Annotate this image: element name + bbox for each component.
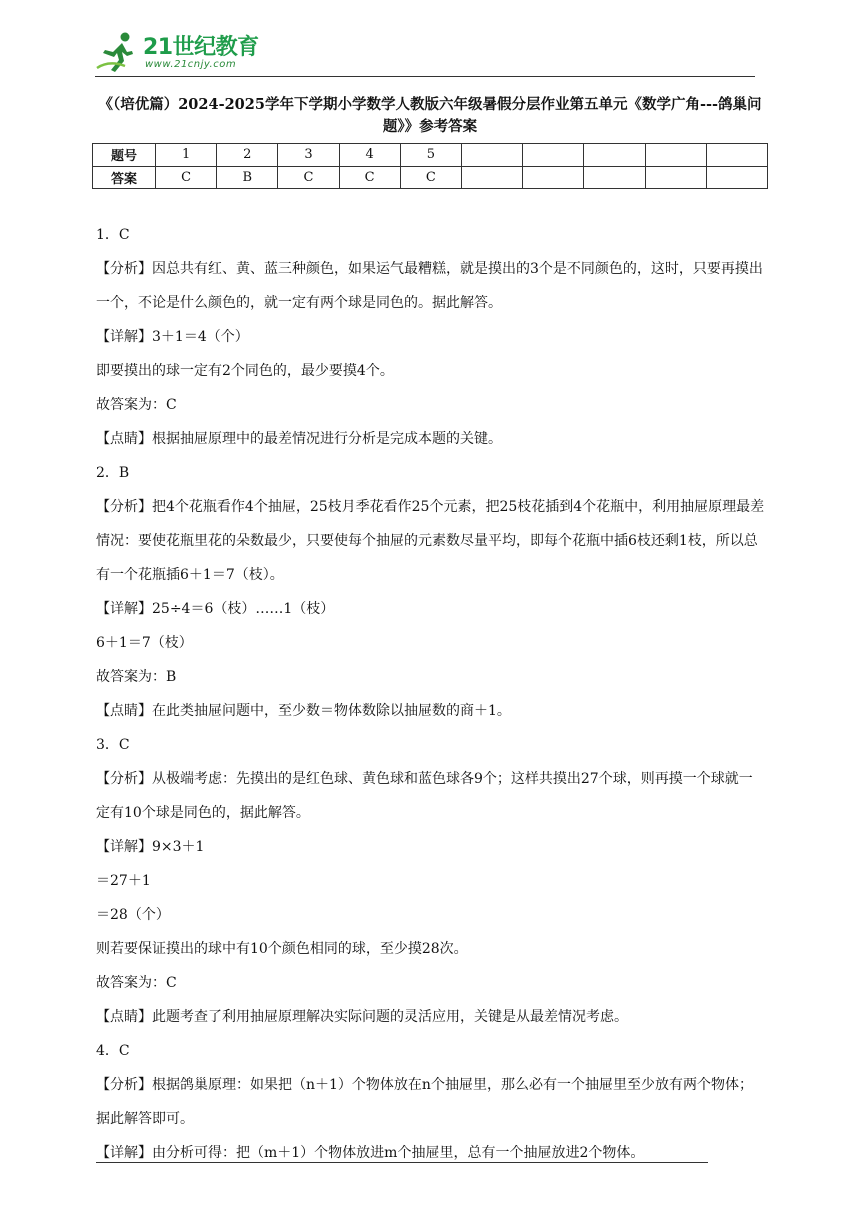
table-cell <box>645 144 706 167</box>
analysis-paragraph: 【分析】根据鸽巢原理：如果把（n＋1）个物体放在n个抽屉里，那么必有一个抽屉里至少放有两个物体；据此解答即可。 <box>96 1077 753 1127</box>
table-cell: B <box>217 166 278 189</box>
header-divider <box>95 76 755 77</box>
analysis-paragraph: 【分析】从极端考虑：先摸出的是红色球、黄色球和蓝色球各9个；这样共摸出27个球，则再摸一个球就一定有10个球是同色的，据此解答。 <box>96 771 753 821</box>
question-heading: 2．B <box>96 465 130 481</box>
text-line: 即要摸出的球一定有2个同色的，最少要摸4个。 <box>96 363 394 379</box>
table-cell <box>645 166 706 189</box>
detail-paragraph: 【详解】25÷4＝6（枝）……1（枝） <box>96 601 335 617</box>
table-cell <box>461 166 522 189</box>
table-row-answers <box>93 166 768 189</box>
table-cell: 5 <box>400 144 461 167</box>
table-cell: 1 <box>156 144 217 167</box>
table-cell: C <box>278 166 339 189</box>
question-heading: 3．C <box>96 737 130 753</box>
text-line: 则若要保证摸出的球中有10个颜色相同的球，至少摸28次。 <box>96 941 468 957</box>
table-cell: 3 <box>278 144 339 167</box>
text-line: ＝27＋1 <box>96 873 151 889</box>
table-cell <box>706 144 767 167</box>
comment-paragraph: 【点睛】此题考查了利用抽屉原理解决实际问题的灵活应用，关键是从最差情况考虑。 <box>96 1009 628 1025</box>
answer-line: 故答案为：C <box>96 397 177 413</box>
row-label-answer: 答案 <box>93 166 156 189</box>
detail-paragraph: 【详解】由分析可得：把（m＋1）个物体放进m个抽屉里，总有一个抽屉放进2个物体。 <box>96 1145 645 1161</box>
detail-paragraph: 【详解】3＋1＝4（个） <box>96 329 249 345</box>
analysis-paragraph: 【分析】因总共有红、黄、蓝三种颜色，如果运气最糟糕，就是摸出的3个是不同颜色的，这时，只要再摸出一个，不论是什么颜色的，就一定有两个球是同色的。据此解答。 <box>96 261 763 311</box>
page-header <box>95 30 755 78</box>
answer-line: 故答案为：B <box>96 669 177 685</box>
row-label-number: 题号 <box>93 144 156 167</box>
table-cell: C <box>400 166 461 189</box>
question-heading: 4．C <box>96 1043 130 1059</box>
text-line: 6＋1＝7（枝） <box>96 635 193 651</box>
comment-paragraph: 【点睛】根据抽屉原理中的最差情况进行分析是完成本题的关键。 <box>96 431 502 447</box>
analysis-paragraph: 【分析】把4个花瓶看作4个抽屉，25枝月季花看作25个元素，把25枝花插到4个花瓶中，利用抽屉原理最差情况：要使花瓶里花的朵数最少，只要使每个抽屉的元素数尽量平均，即每个花瓶中插6枝还剩1枝，所以总有一个花瓶插6＋1＝7（枝）。 <box>96 499 765 583</box>
table-cell <box>523 144 584 167</box>
text-line: ＝28（个） <box>96 907 170 923</box>
table-cell <box>584 166 645 189</box>
question-heading: 1．C <box>96 227 130 243</box>
comment-paragraph: 【点睛】在此类抽屉问题中，至少数＝物体数除以抽屉数的商＋1。 <box>96 703 511 719</box>
table-cell: C <box>156 166 217 189</box>
logo-main-text: 21世纪教育 <box>143 35 259 60</box>
table-cell: 2 <box>217 144 278 167</box>
table-cell <box>706 166 767 189</box>
table-cell <box>461 144 522 167</box>
table-row-numbers <box>93 144 768 167</box>
answer-explanations <box>96 218 766 1170</box>
table-cell: 4 <box>339 144 400 167</box>
answer-line: 故答案为：C <box>96 975 177 991</box>
answer-table <box>92 143 768 189</box>
running-figure-icon <box>95 30 141 76</box>
logo <box>95 30 275 76</box>
footer-divider <box>96 1162 708 1163</box>
logo-url-text: www.21cnjy.com <box>145 59 237 70</box>
table-cell <box>584 144 645 167</box>
detail-paragraph: 【详解】9×3＋1 <box>96 839 205 855</box>
table-cell <box>523 166 584 189</box>
table-cell: C <box>339 166 400 189</box>
page-title: 《（培优篇）2024-2025学年下学期小学数学人教版六年级暑假分层作业第五单元《数学广角---鸽巢问题》》参考答案 <box>98 96 762 135</box>
